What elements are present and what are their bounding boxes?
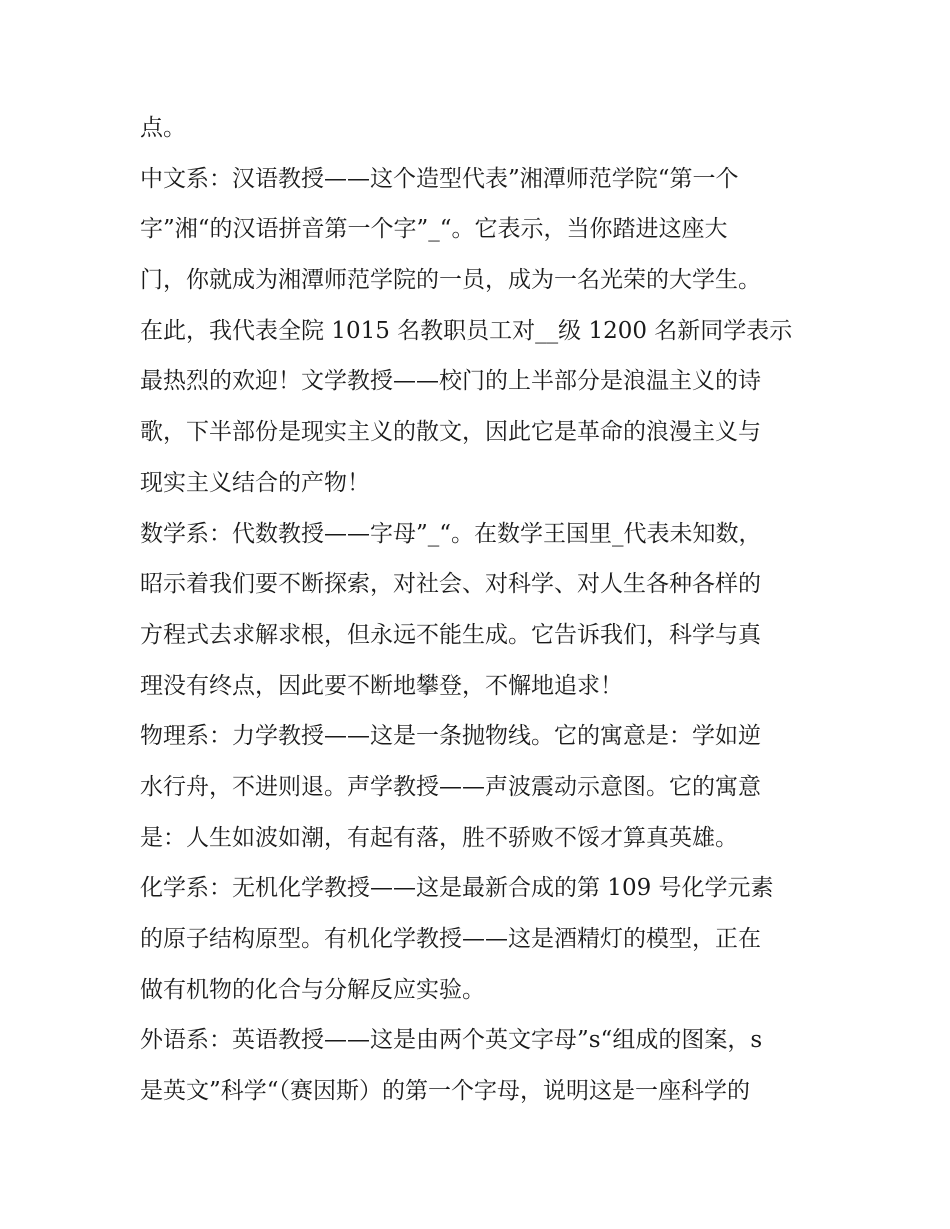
text-line: 门，你就成为湘潭师范学院的一员，成为一名光荣的大学生。 [140, 267, 761, 294]
text-line: 字”湘“的汉语拼音第一个字”_“。它表示，当你踏进这座大 [140, 216, 728, 243]
text-line: 歌，下半部份是现实主义的散文，因此它是革命的浪漫主义与 [140, 419, 761, 446]
text-line: 在此，我代表全院 1015 名教职员工对__级 1200 名新同学表示 [140, 317, 793, 344]
text-line: 的原子结构原型。有机化学教授——这是酒精灯的模型，正在 [140, 926, 761, 952]
text-line: 最热烈的欢迎！文学教授——校门的上半部分是浪温主义的诗 [140, 368, 761, 395]
text-line: 数学系：代数教授——字母”_“。在数学王国里_代表未知数， [140, 520, 762, 547]
text-line: 中文系：汉语教授——这个造型代表”湘潭师范学院“第一个 [140, 165, 739, 192]
text-line: 物理系：力学教授——这是一条抛物线。它的寓意是：学如逆 [140, 723, 761, 750]
text-line: 做有机物的化合与分解反应实验。 [140, 976, 485, 1003]
text-line: 昭示着我们要不断探索，对社会、对科学、对人生各种各样的 [140, 571, 761, 598]
text-line: 点。 [140, 115, 186, 141]
text-line: 现实主义结合的产物！ [140, 469, 370, 496]
text-line: 水行舟，不进则退。声学教授——声波震动示意图。它的寓意 [140, 773, 761, 800]
text-line: 是：人生如波如潮，有起有落，胜不骄败不馁才算真英雄。 [140, 824, 738, 851]
text-line: 化学系：无机化学教授——这是最新合成的第 109 号化学元素 [140, 875, 774, 902]
text-line: 外语系：英语教授——这是由两个英文字母”s“组成的图案，s [140, 1027, 763, 1054]
text-line: 方程式去求解求根，但永远不能生成。它告诉我们，科学与真 [140, 621, 761, 648]
text-line: 理没有终点，因此要不断地攀登，不懈地追求！ [140, 672, 623, 699]
text-line: 是英文”科学“（赛因斯）的第一个字母，说明这是一座科学的 [140, 1078, 751, 1105]
body-text [140, 103, 820, 1117]
